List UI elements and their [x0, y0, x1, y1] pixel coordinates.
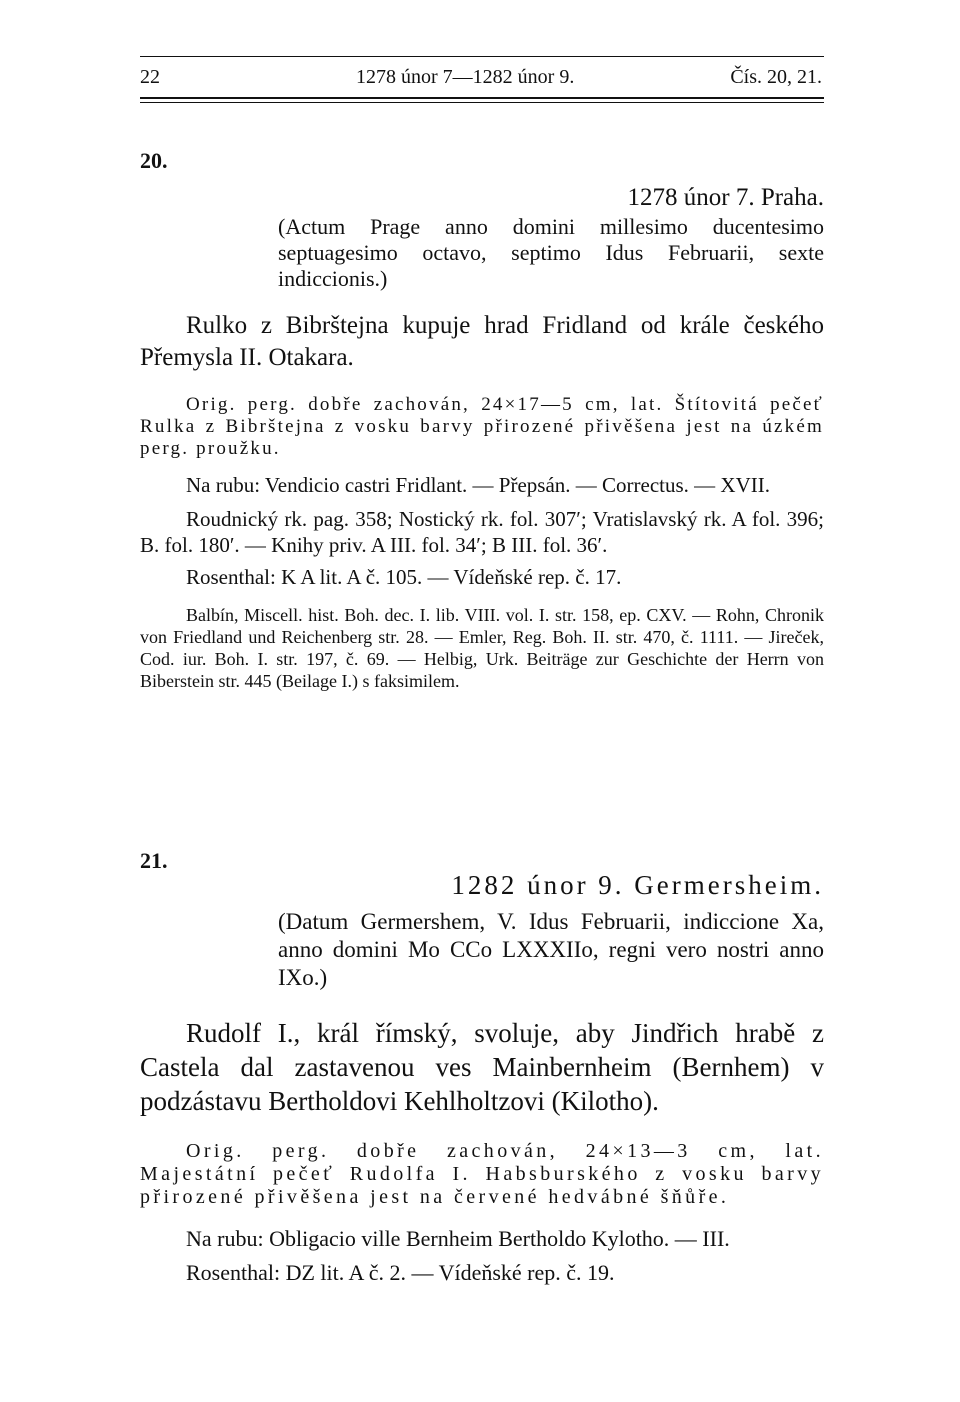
doc20-literature: Balbín, Miscell. hist. Boh. dec. I. lib. VIII. vol. I. str. 158, ep. CXV. — Rohn, Chronik von Friedland und Reichenberg str. 28. — Emler, Reg. Boh. II. str. 470, č. 1111. — Jireček, Cod. iur. Boh. I. str. 197, č. 69. — Helbig, Urk. Beiträge zur Geschichte der Herrn von Biberstein str. 445 (Beilage I.) s faksimilem. [140, 605, 824, 691]
doc21-number: 21. [140, 848, 168, 873]
running-head [140, 57, 824, 97]
doc20-number-block [140, 148, 824, 174]
header-doc-numbers: Čís. 20, 21. [730, 66, 822, 88]
doc20-dorsal-note: Na rubu: Vendicio castri Fridlant. — Přepsán. — Correctus. — XVII. [186, 473, 771, 497]
doc20-description: Orig. perg. dobře zachován, 24×17—5 cm, lat. Štítovitá pečeť Rulka z Bibrštejna z vosku barvy přirozené přivěšena jest na úzkém perg. proužku. [140, 394, 824, 459]
doc21-body [140, 868, 824, 1287]
doc21-dateline: 1282 únor 9. Germersheim. [451, 870, 824, 900]
doc20-latin-dating: (Actum Prage anno domini millesimo ducentesimo septuagesimo octavo, septimo Idus Februarii, sexte indiccionis.) [278, 214, 824, 291]
doc20-dateline: 1278 únor 7. Praha. [627, 184, 824, 211]
page-number: 22 [140, 66, 160, 88]
page-header [140, 56, 824, 103]
doc20-regest: Rulko z Bibrštejna kupuje hrad Fridland od krále českého Přemysla II. Otakara. [140, 312, 824, 371]
doc21-dorsal-note: Na rubu: Obligacio ville Bernheim Bertholdo Kylotho. — III. [186, 1226, 730, 1251]
doc21-regest: Rudolf I., král římský, svoluje, aby Jindřich hrabě z Castela dal zastavenou ves Mainbernheim (Bernhem) v podzástavu Bertholdovi Kehlholtzovi (Kilotho). [140, 1018, 824, 1116]
doc20-copies: Roudnický rk. pag. 358; Nostický rk. fol. 307′; Vratislavský rk. A fol. 396; B. fol. 180′. — Knihy priv. A III. fol. 34′; B III. fol. 36′. [140, 507, 824, 557]
doc20-body [140, 182, 824, 692]
doc20-number: 20. [140, 148, 168, 173]
doc21-latin-dating: (Datum Germershem, V. Idus Februarii, indiccione Xa, anno domini Mo CCo LXXXIIo, regni vero nostri anno IXo.) [278, 909, 824, 990]
doc20-rosenthal: Rosenthal: K A lit. A č. 105. — Vídeňské rep. č. 17. [186, 565, 622, 589]
header-double-rule [140, 97, 824, 103]
doc21-description: Orig. perg. dobře zachován, 24×13—3 cm, lat. Majestátní pečeť Rudolfa I. Habsburského z vosku barvy přirozené přivěšena jest na červené hedvábné šňůře. [140, 1140, 824, 1208]
doc21-rosenthal: Rosenthal: DZ lit. A č. 2. — Vídeňské rep. č. 19. [186, 1260, 615, 1285]
header-date-range: 1278 únor 7—1282 únor 9. [356, 66, 575, 88]
